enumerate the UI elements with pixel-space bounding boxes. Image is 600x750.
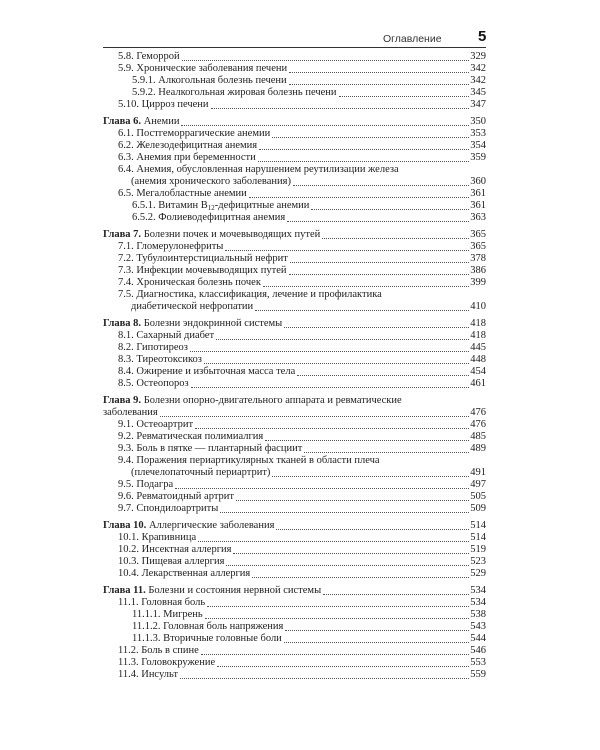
toc-entry-text: 9.7. Спондилоартриты bbox=[118, 503, 219, 514]
dot-leader bbox=[236, 500, 469, 501]
toc-entry-line bbox=[103, 395, 486, 407]
toc-entry bbox=[103, 378, 486, 390]
toc-entry-text: 5.9.1. Алкогольная болезнь печени bbox=[132, 75, 287, 86]
toc-entry bbox=[103, 212, 486, 224]
toc-entry bbox=[103, 75, 486, 87]
toc-entry-text: 6.3. Анемия при беременности bbox=[118, 152, 256, 163]
chapter-label: Глава 10. bbox=[103, 520, 147, 531]
dot-leader bbox=[323, 594, 469, 595]
toc-entry-text: 8.5. Остеопороз bbox=[118, 378, 189, 389]
toc-entry bbox=[103, 568, 486, 580]
toc-page-number: 363 bbox=[470, 212, 486, 223]
dot-leader bbox=[216, 339, 469, 340]
toc-entry bbox=[103, 301, 486, 313]
toc-page-number: 543 bbox=[470, 621, 486, 632]
toc-page-number: 538 bbox=[470, 609, 486, 620]
toc-entry-text: 10.1. Крапивница bbox=[118, 532, 197, 543]
toc-page-number: 361 bbox=[470, 188, 486, 199]
dot-leader bbox=[263, 286, 469, 287]
toc-entry-text: 9.3. Боль в пятке — плантарный фасциит bbox=[118, 443, 303, 454]
toc-entry-text bbox=[132, 200, 309, 212]
toc-entry-text bbox=[103, 318, 282, 330]
toc-entry-text: заболевания bbox=[103, 407, 158, 418]
table-of-contents bbox=[103, 51, 486, 686]
toc-page-number: 529 bbox=[470, 568, 486, 579]
toc-page-number: 359 bbox=[470, 152, 486, 163]
toc-entry-text: 7.1. Гломерулонефриты bbox=[118, 241, 224, 252]
toc-entry bbox=[103, 431, 486, 443]
toc-entry-line bbox=[103, 289, 486, 301]
toc-section bbox=[103, 395, 486, 515]
toc-entry bbox=[103, 128, 486, 140]
toc-entry bbox=[103, 99, 486, 111]
toc-page-number: 353 bbox=[470, 128, 486, 139]
toc-entry-text: 9.5. Подагра bbox=[118, 479, 174, 490]
toc-page-number: 476 bbox=[470, 419, 486, 430]
toc-entry-text bbox=[103, 585, 321, 597]
toc-page-number: 418 bbox=[470, 330, 486, 341]
toc-entry bbox=[103, 241, 486, 253]
chapter-row bbox=[103, 229, 486, 241]
dot-leader bbox=[249, 197, 469, 198]
toc-entry-text: 11.3. Головокружение bbox=[118, 657, 216, 668]
toc-entry bbox=[103, 330, 486, 342]
toc-entry bbox=[103, 51, 486, 63]
toc-entry bbox=[103, 503, 486, 515]
dot-leader bbox=[255, 310, 469, 311]
toc-entry bbox=[103, 354, 486, 366]
toc-page-number: 378 bbox=[470, 253, 486, 264]
toc-entry bbox=[103, 265, 486, 277]
toc-entry bbox=[103, 645, 486, 657]
dot-leader bbox=[284, 327, 469, 328]
chapter-row bbox=[103, 116, 486, 128]
toc-entry-text: 11.4. Инсульт bbox=[118, 669, 178, 680]
dot-leader bbox=[258, 161, 469, 162]
toc-page-number: 485 bbox=[470, 431, 486, 442]
toc-entry bbox=[103, 633, 486, 645]
toc-entry-text: 5.9.2. Неалкогольная жировая болезнь печени bbox=[132, 87, 337, 98]
toc-page-number: 354 bbox=[470, 140, 486, 151]
toc-entry-text: диабетической нефропатии bbox=[131, 301, 254, 312]
toc-entry bbox=[103, 532, 486, 544]
toc-entry bbox=[103, 342, 486, 354]
toc-section bbox=[103, 585, 486, 681]
toc-page-number: 509 bbox=[470, 503, 486, 514]
toc-entry-text: 6.2. Железодефицитная анемия bbox=[118, 140, 258, 151]
toc-entry-text: 8.2. Гипотиреоз bbox=[118, 342, 188, 353]
dot-leader bbox=[195, 428, 469, 429]
toc-page-number: 476 bbox=[470, 407, 486, 418]
dot-leader bbox=[252, 577, 469, 578]
toc-entry-text: 10.4. Лекарственная аллергия bbox=[118, 568, 251, 579]
toc-entry bbox=[103, 621, 486, 633]
toc-entry bbox=[103, 277, 486, 289]
toc-entry bbox=[103, 366, 486, 378]
toc-page-number: 534 bbox=[470, 597, 486, 608]
toc-page-number: 448 bbox=[470, 354, 486, 365]
toc-page-number: 559 bbox=[470, 669, 486, 680]
subscript: 12 bbox=[207, 204, 215, 212]
toc-entry bbox=[103, 443, 486, 455]
dot-leader bbox=[290, 262, 469, 263]
toc-page-number: 361 bbox=[470, 200, 486, 211]
toc-page-number: 505 bbox=[470, 491, 486, 502]
dot-leader bbox=[297, 375, 469, 376]
toc-page-number: 523 bbox=[470, 556, 486, 567]
toc-entry-text: 9.2. Ревматическая полимиалгия bbox=[118, 431, 264, 442]
toc-entry-text: 7.4. Хроническая болезнь почек bbox=[118, 277, 261, 288]
dot-leader bbox=[259, 149, 469, 150]
dot-leader bbox=[289, 274, 470, 275]
dot-leader bbox=[233, 553, 469, 554]
toc-entry-text bbox=[103, 116, 179, 128]
dot-leader bbox=[220, 512, 469, 513]
dot-leader bbox=[217, 666, 469, 667]
page-number: 5 bbox=[478, 28, 487, 45]
toc-entry-line bbox=[103, 455, 486, 467]
toc-entry bbox=[103, 253, 486, 265]
dot-leader bbox=[272, 137, 469, 138]
toc-entry-text: 9.4. Поражения периартикулярных тканей в области плеча bbox=[118, 455, 380, 466]
toc-page-number: 418 bbox=[470, 318, 486, 329]
dot-leader bbox=[265, 440, 469, 441]
toc-page-number: 514 bbox=[470, 520, 486, 531]
chapter-label: Глава 7. bbox=[103, 229, 142, 240]
running-title: Оглавление bbox=[383, 33, 442, 45]
toc-entry bbox=[103, 188, 486, 200]
dot-leader bbox=[339, 96, 470, 97]
toc-entry-text: 5.9. Хронические заболевания печени bbox=[118, 63, 288, 74]
toc-page-number: 544 bbox=[470, 633, 486, 644]
toc-entry bbox=[103, 544, 486, 556]
dot-leader bbox=[198, 541, 469, 542]
dot-leader bbox=[293, 185, 469, 186]
toc-page-number: 347 bbox=[470, 99, 486, 110]
toc-entry-text: 9.1. Остеоартрит bbox=[118, 419, 194, 430]
toc-page-number: 342 bbox=[470, 63, 486, 74]
chapter-title: Аллергические заболевания bbox=[146, 520, 275, 531]
toc-entry-text: (плечелопаточный периартрит) bbox=[131, 467, 271, 478]
page-header bbox=[0, 0, 600, 54]
dot-leader bbox=[182, 60, 470, 61]
toc-entry-text: 6.5.2. Фолиеводефицитная анемия bbox=[132, 212, 286, 223]
toc-entry bbox=[103, 491, 486, 503]
toc-entry bbox=[103, 669, 486, 681]
dot-leader bbox=[322, 238, 469, 239]
toc-entry-text: 11.1.1. Мигрень bbox=[132, 609, 203, 620]
toc-page-number: 365 bbox=[470, 241, 486, 252]
chapter-label: Глава 6. bbox=[103, 116, 142, 127]
toc-page-number: 514 bbox=[470, 532, 486, 543]
toc-entry-text: 7.5. Диагностика, классификация, лечение и профилактика bbox=[118, 289, 382, 300]
dot-leader bbox=[204, 363, 469, 364]
dot-leader bbox=[311, 209, 469, 210]
toc-page-number: 342 bbox=[470, 75, 486, 86]
toc-entry-text: 5.8. Геморрой bbox=[118, 51, 180, 62]
dot-leader bbox=[175, 488, 469, 489]
toc-page-number: 497 bbox=[470, 479, 486, 490]
dot-leader bbox=[180, 678, 469, 679]
dot-leader bbox=[225, 250, 469, 251]
chapter-title: Анемии bbox=[141, 116, 180, 127]
toc-page-number: 410 bbox=[470, 301, 486, 312]
chapter-label: Глава 9. bbox=[103, 395, 142, 406]
dot-leader bbox=[287, 221, 469, 222]
dot-leader bbox=[289, 72, 469, 73]
header-rule bbox=[103, 47, 486, 48]
toc-page-number: 345 bbox=[470, 87, 486, 98]
toc-entry-text-post: -дефицитные анемии bbox=[214, 200, 310, 211]
toc-entry bbox=[103, 140, 486, 152]
dot-leader bbox=[207, 606, 469, 607]
toc-page-number: 445 bbox=[470, 342, 486, 353]
dot-leader bbox=[205, 618, 470, 619]
toc-entry-text: 7.3. Инфекции мочевыводящих путей bbox=[118, 265, 287, 276]
dot-leader bbox=[284, 642, 469, 643]
toc-entry-text: 6.4. Анемия, обусловленная нарушением реутилизации железа bbox=[118, 164, 399, 175]
toc-entry-text: 9.6. Ревматоидный артрит bbox=[118, 491, 235, 502]
toc-entry-text: 7.2. Тубулоинтерстициальный нефрит bbox=[118, 253, 288, 264]
toc-page-number: 489 bbox=[470, 443, 486, 454]
toc-entry bbox=[103, 467, 486, 479]
toc-entry-text: 11.1. Головная боль bbox=[118, 597, 206, 608]
toc-section bbox=[103, 318, 486, 390]
dot-leader bbox=[181, 125, 469, 126]
toc-entry-text: 6.1. Постгеморрагические анемии bbox=[118, 128, 271, 139]
dot-leader bbox=[211, 108, 470, 109]
toc-entry bbox=[103, 597, 486, 609]
toc-page-number: 360 bbox=[470, 176, 486, 187]
toc-entry-text: 8.3. Тиреотоксикоз bbox=[118, 354, 202, 365]
toc-entry bbox=[103, 407, 486, 419]
toc-page-number: 534 bbox=[470, 585, 486, 596]
dot-leader bbox=[285, 630, 469, 631]
toc-entry bbox=[103, 419, 486, 431]
toc-page-number: 491 bbox=[470, 467, 486, 478]
toc-entry bbox=[103, 63, 486, 75]
toc-entry-text: 8.1. Сахарный диабет bbox=[118, 330, 215, 341]
toc-entry-line bbox=[103, 164, 486, 176]
dot-leader bbox=[160, 416, 470, 417]
toc-entry-text: 8.4. Ожирение и избыточная масса тела bbox=[118, 366, 296, 377]
toc-page-number: 386 bbox=[470, 265, 486, 276]
toc-page-number: 553 bbox=[470, 657, 486, 668]
toc-entry-text: 11.2. Боль в спине bbox=[118, 645, 199, 656]
toc-entry bbox=[103, 556, 486, 568]
toc-entry-text: 6.5. Мегалобластные анемии bbox=[118, 188, 247, 199]
toc-entry-text: 11.1.3. Вторичные головные боли bbox=[132, 633, 282, 644]
chapter-row bbox=[103, 520, 486, 532]
dot-leader bbox=[289, 84, 470, 85]
toc-page-number: 546 bbox=[470, 645, 486, 656]
toc-entry bbox=[103, 176, 486, 188]
toc-page-number: 399 bbox=[470, 277, 486, 288]
toc-entry-text bbox=[103, 520, 274, 532]
dot-leader bbox=[226, 565, 469, 566]
toc-entry-text-pre: 6.5.1. Витамин В bbox=[132, 200, 208, 211]
toc-entry-text: 5.10. Цирроз печени bbox=[118, 99, 209, 110]
toc-section bbox=[103, 229, 486, 313]
dot-leader bbox=[190, 351, 469, 352]
dot-leader bbox=[201, 654, 469, 655]
dot-leader bbox=[304, 452, 469, 453]
chapter-title: Болезни эндокринной системы bbox=[141, 318, 283, 329]
dot-leader bbox=[276, 529, 469, 530]
chapter-row bbox=[103, 318, 486, 330]
toc-entry bbox=[103, 657, 486, 669]
toc-page-number: 365 bbox=[470, 229, 486, 240]
toc-entry bbox=[103, 479, 486, 491]
toc-page-number: 461 bbox=[470, 378, 486, 389]
toc-entry-text bbox=[103, 229, 320, 241]
chapter-label: Глава 8. bbox=[103, 318, 142, 329]
toc-entry-text: 10.2. Инсектная аллергия bbox=[118, 544, 232, 555]
chapter-title: Болезни почек и мочевыводящих путей bbox=[141, 229, 321, 240]
toc-page-number: 350 bbox=[470, 116, 486, 127]
toc-entry-text: (анемия хронического заболевания) bbox=[131, 176, 291, 187]
toc-entry bbox=[103, 200, 486, 212]
toc-entry-text: 11.1.2. Головная боль напряжения bbox=[132, 621, 284, 632]
chapter-label: Глава 11. bbox=[103, 585, 146, 596]
toc-section bbox=[103, 520, 486, 580]
toc-entry bbox=[103, 87, 486, 99]
chapter-title: Болезни и состояния нервной системы bbox=[145, 585, 322, 596]
toc-entry bbox=[103, 152, 486, 164]
dot-leader bbox=[191, 387, 470, 388]
toc-page-number: 454 bbox=[470, 366, 486, 377]
toc-entry-text: Болезни опорно-двигательного аппарата и ревматические bbox=[141, 395, 402, 406]
toc-page-number: 329 bbox=[470, 51, 486, 62]
toc-section bbox=[103, 51, 486, 111]
toc-entry bbox=[103, 609, 486, 621]
toc-page-number: 519 bbox=[470, 544, 486, 555]
toc-section bbox=[103, 116, 486, 224]
toc-entry-text: 10.3. Пищевая аллергия bbox=[118, 556, 225, 567]
chapter-row bbox=[103, 585, 486, 597]
dot-leader bbox=[272, 476, 469, 477]
